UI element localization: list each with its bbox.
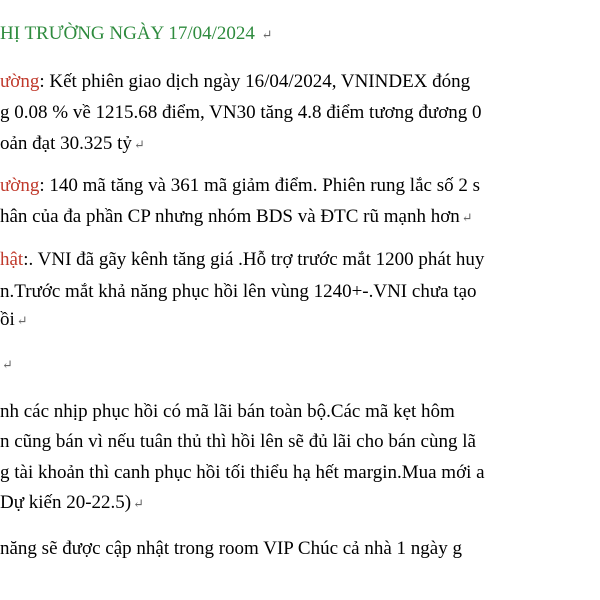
section-market-line-3 <box>0 132 145 157</box>
section-strategy-line-1 <box>0 400 455 424</box>
empty-paragraph <box>0 352 13 377</box>
section-analysis-line-1 <box>0 248 484 272</box>
paragraph-mark: ↵ <box>16 313 28 328</box>
section-closing-line-1 <box>0 537 462 561</box>
section-market-line-1 <box>0 70 470 94</box>
paragraph-mark: ↵ <box>133 137 145 152</box>
text-line: g 0.08 % về 1215.68 điểm, VN30 tăng 4.8 điểm tương đương 0 <box>0 102 482 123</box>
title-text: HỊ TRƯỜNG NGÀY 17/04/2024 <box>0 23 255 44</box>
section-analysis-line-2 <box>0 280 477 304</box>
section-market-line-2 <box>0 101 482 125</box>
section-strategy-line-4 <box>0 491 144 516</box>
section-label-breadth: ường <box>0 175 40 196</box>
text-line: : Kết phiên giao dịch ngày 16/04/2024, VNINDEX đóng <box>39 71 471 92</box>
paragraph-mark: ↵ <box>261 27 273 42</box>
text-line: Dự kiến 20-22.5) <box>0 492 132 513</box>
text-line: nh các nhịp phục hồi có mã lãi bán toàn bộ.Các mã kẹt hôm <box>0 401 455 422</box>
section-strategy-line-2 <box>0 430 476 454</box>
text-line: oản đạt 30.325 tỷ <box>0 133 132 154</box>
paragraph-mark: ↵ <box>2 357 13 372</box>
section-label-market: ường <box>0 71 40 92</box>
section-strategy-line-3 <box>0 461 485 485</box>
paragraph-mark: ↵ <box>133 496 145 511</box>
section-analysis-line-3 <box>0 308 28 333</box>
section-label-analysis: hật <box>0 249 24 270</box>
text-line: hân của đa phần CP nhưng nhóm BDS và ĐTC rũ mạnh hơn <box>0 206 460 227</box>
text-line: năng sẽ được cập nhật trong room VIP Chúc cả nhà 1 ngày g <box>0 538 462 559</box>
text-line: :. VNI đã gãy kênh tăng giá .Hỗ trợ trước mắt 1200 phát huy <box>23 249 485 270</box>
text-line: n.Trước mắt khả năng phục hồi lên vùng 1240+-.VNI chưa tạo <box>0 281 477 302</box>
section-breadth-line-2 <box>0 205 473 230</box>
text-line: ồi <box>0 309 15 330</box>
text-line: : 140 mã tăng và 361 mã giảm điểm. Phiên rung lắc số 2 s <box>39 175 480 196</box>
paragraph-mark: ↵ <box>461 210 473 225</box>
document-title <box>0 22 273 47</box>
text-line: n cũng bán vì nếu tuân thủ thì hồi lên sẽ đủ lãi cho bán cùng lã <box>0 431 476 452</box>
section-breadth-line-1 <box>0 174 480 198</box>
text-line: g tài khoản thì canh phục hồi tối thiểu hạ hết margin.Mua mới a <box>0 462 485 483</box>
